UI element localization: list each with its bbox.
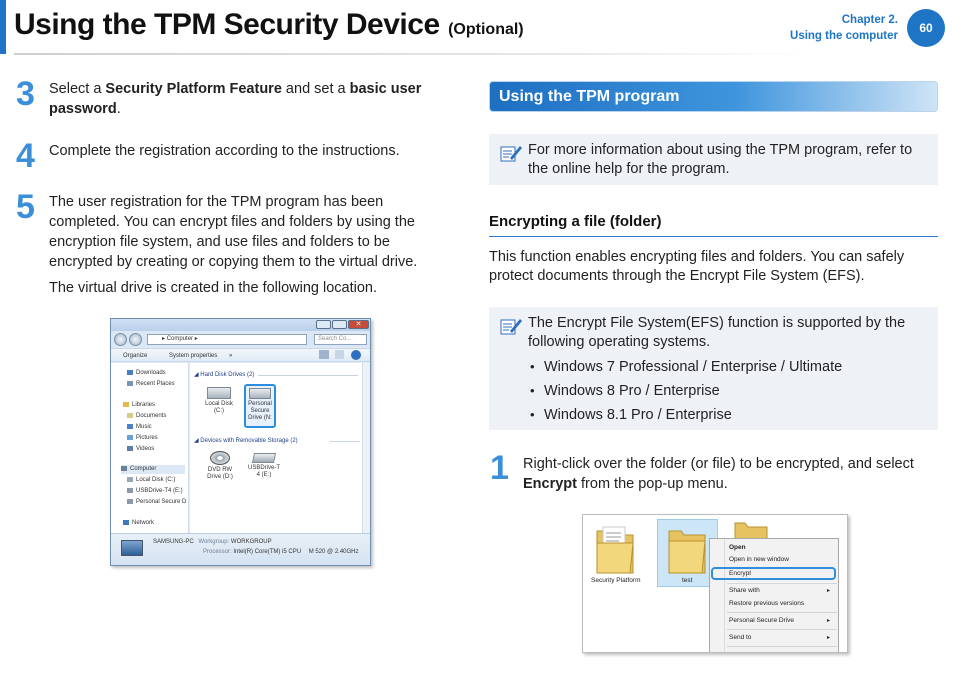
more-commands-button[interactable]: » <box>229 353 233 359</box>
nav-usb-drive[interactable]: USBDrive-T4 (E:) <box>127 487 183 496</box>
step-4-text: Complete the registration according to the instructions. <box>49 143 400 159</box>
chapter-label <box>790 12 898 44</box>
subheading-underline <box>489 236 938 237</box>
step-3-text: Select a Security Platform Feature and set a basic user password. <box>49 81 422 117</box>
os-list-item: • Windows 8 Pro / Enterprise <box>530 381 720 401</box>
menu-separator <box>727 629 837 630</box>
organize-menu[interactable]: Organize <box>123 353 148 359</box>
menu-item-restore-previous-versions[interactable]: Restore previous versions <box>729 600 805 607</box>
menu-item-send-to[interactable]: Send to ▸ <box>729 634 830 641</box>
security-platform-feature-term: Security Platform Feature <box>105 81 282 97</box>
workgroup-value: WORKGROUP <box>230 539 272 545</box>
test-folder-icon <box>665 523 709 577</box>
pictures-icon <box>127 435 133 440</box>
nav-videos[interactable]: Videos <box>127 445 154 454</box>
collapse-arrow-icon: ◢ <box>194 438 201 444</box>
menu-item-share-with[interactable]: Share with ▸ <box>729 587 830 594</box>
downloads-icon <box>127 370 133 375</box>
maximize-button[interactable] <box>332 320 347 329</box>
note-help-text: For more information about using the TPM program, refer to the online help for the program. <box>528 142 913 177</box>
address-separator-icon: ▸ <box>162 336 167 342</box>
local-disk-c-drive[interactable]: Local Disk (C:) <box>202 387 236 415</box>
explorer-toolbar <box>111 348 370 362</box>
menu-item-personal-secure-drive[interactable]: Personal Secure Drive ▸ <box>729 617 830 624</box>
menu-separator <box>727 583 837 584</box>
removable-storage-group-header[interactable]: ◢ Devices with Removable Storage (2) <box>194 438 298 444</box>
processor-value: Intel(R) Core(TM) i5 CPU <box>233 549 302 555</box>
explorer-content-pane <box>190 363 362 533</box>
minimize-button[interactable] <box>316 320 331 329</box>
nav-music[interactable]: Music <box>127 423 152 432</box>
third-folder-icon <box>731 519 771 539</box>
header-divider <box>14 53 810 55</box>
nav-libraries[interactable]: Libraries <box>123 401 155 410</box>
window-title-bar <box>111 319 370 331</box>
workgroup-label: Workgroup: <box>198 539 230 545</box>
hard-drive-icon <box>207 387 231 399</box>
nav-personal-secure-drive[interactable]: Personal Secure D <box>127 498 186 507</box>
secure-drive-icon <box>127 499 133 504</box>
back-button[interactable] <box>114 333 127 346</box>
processor-model: M 520 @ 2.40GHz <box>308 549 359 555</box>
nav-downloads[interactable]: Downloads <box>127 369 166 378</box>
help-icon[interactable] <box>351 350 361 360</box>
group-divider <box>330 441 360 442</box>
nav-local-disk[interactable]: Local Disk (C:) <box>127 476 175 485</box>
page-title <box>14 8 524 42</box>
forward-button[interactable] <box>129 333 142 346</box>
dvd-rw-drive[interactable]: DVD RW Drive (D:) <box>202 451 238 481</box>
step-number-4: 4 <box>16 137 35 175</box>
encrypting-subheading: Encrypting a file (folder) <box>489 213 662 230</box>
menu-gutter <box>724 539 725 653</box>
step-number-3: 3 <box>16 75 35 113</box>
explorer-window-screenshot <box>110 318 371 566</box>
step-1-text: Right-click over the folder (or file) to be encrypted, and select Encrypt from the pop-up menu. <box>523 456 914 492</box>
usb-drive-icon <box>127 488 133 493</box>
section-title-bar <box>489 81 938 112</box>
local-disk-icon <box>127 477 133 482</box>
step-number-1: 1 <box>490 449 509 487</box>
note-pencil-icon <box>499 316 523 336</box>
content-scrollbar[interactable] <box>362 363 371 533</box>
security-platform-folder-label: Security Platform <box>591 577 641 584</box>
nav-documents[interactable]: Documents <box>127 412 166 421</box>
pc-name: SAMSUNG-PC <box>153 539 194 545</box>
note-box-os-support <box>489 307 938 430</box>
view-options-icon[interactable] <box>319 350 329 359</box>
security-platform-folder-icon <box>593 521 637 577</box>
note-os-text: The Encrypt File System(EFS) function is supported by the following operating systems. <box>528 315 906 350</box>
virtual-drive-location-text: The virtual drive is created in the following location. <box>49 280 378 296</box>
chapter-number: Chapter 2. <box>841 14 898 26</box>
step-number-5: 5 <box>16 188 35 226</box>
usb-drive-t4[interactable]: USBDrive-T 4 (E:) <box>244 453 284 479</box>
encrypt-term: Encrypt <box>523 476 577 492</box>
step-5-text: The user registration for the TPM program has been completed. You can encrypt files and folders by using the encryption file system, and use files and folders to be encrypted by creating or copying them to the virtual drive. <box>49 194 418 270</box>
note-box-help <box>489 134 938 185</box>
menu-separator <box>727 646 837 647</box>
section-title: Using the TPM program <box>499 88 680 105</box>
menu-separator <box>727 612 837 613</box>
page-title-main: Using the TPM Security Device <box>14 8 440 41</box>
videos-icon <box>127 446 133 451</box>
computer-icon <box>121 466 127 471</box>
nav-computer[interactable]: Computer <box>121 465 185 474</box>
page-title-suffix: (Optional) <box>448 21 524 38</box>
context-menu-screenshot <box>582 514 848 653</box>
group-divider <box>258 375 358 376</box>
libraries-icon <box>123 402 129 407</box>
dvd-drive-icon <box>210 451 230 465</box>
processor-label: Processor: <box>203 549 232 555</box>
preview-pane-icon[interactable] <box>335 350 344 359</box>
chapter-title: Using the computer <box>790 30 898 42</box>
submenu-arrow-icon: ▸ <box>826 588 830 594</box>
os-list-item: • Windows 8.1 Pro / Enterprise <box>530 405 732 425</box>
computer-large-icon <box>121 540 143 556</box>
usb-drive-icon <box>252 453 276 463</box>
test-folder-label: test <box>682 577 693 584</box>
submenu-arrow-icon: ▸ <box>826 635 830 641</box>
encrypt-highlight-outline <box>711 567 836 580</box>
address-bar-row <box>111 331 370 347</box>
nav-recent-places[interactable]: Recent Places <box>127 380 175 389</box>
basic-user-password-term: basic user password <box>49 81 422 117</box>
submenu-arrow-icon: ▸ <box>826 618 830 624</box>
context-menu <box>709 538 839 653</box>
network-icon <box>123 520 129 525</box>
collapse-arrow-icon: ◢ <box>194 372 201 378</box>
recent-places-icon <box>127 381 133 386</box>
system-properties-button[interactable]: System properties <box>169 353 218 359</box>
documents-icon <box>127 413 133 418</box>
close-button[interactable]: ✕ <box>348 320 369 329</box>
header-accent-bar <box>0 0 6 54</box>
nav-network[interactable]: Network <box>123 519 154 528</box>
note-pencil-icon <box>499 143 523 163</box>
details-pane <box>111 533 370 566</box>
menu-item-encrypt[interactable]: Encrypt <box>729 570 752 577</box>
personal-secure-drive[interactable]: Personal Secure Drive (N: <box>244 384 276 428</box>
address-chevron-icon: ▸ <box>193 336 198 342</box>
page-number-badge: 60 <box>907 9 945 47</box>
menu-item-open[interactable]: Open <box>729 544 746 551</box>
address-field[interactable]: ▸ Computer ▸ <box>147 334 307 345</box>
navigation-pane <box>111 363 189 533</box>
encrypting-intro-text: This function enables encrypting files and folders. You can safely protect documents through the Encrypt File System (EFS). <box>489 249 905 284</box>
music-icon <box>127 424 133 429</box>
os-list-item: • Windows 7 Professional / Enterprise / Ultimate <box>530 357 842 377</box>
secure-drive-icon <box>249 388 271 399</box>
menu-item-open-new-window[interactable]: Open in new window <box>729 556 789 563</box>
nav-pictures[interactable]: Pictures <box>127 434 158 443</box>
search-input[interactable]: Search Co... <box>314 334 367 345</box>
hard-disk-group-header[interactable]: ◢ Hard Disk Drives (2) <box>194 372 255 378</box>
